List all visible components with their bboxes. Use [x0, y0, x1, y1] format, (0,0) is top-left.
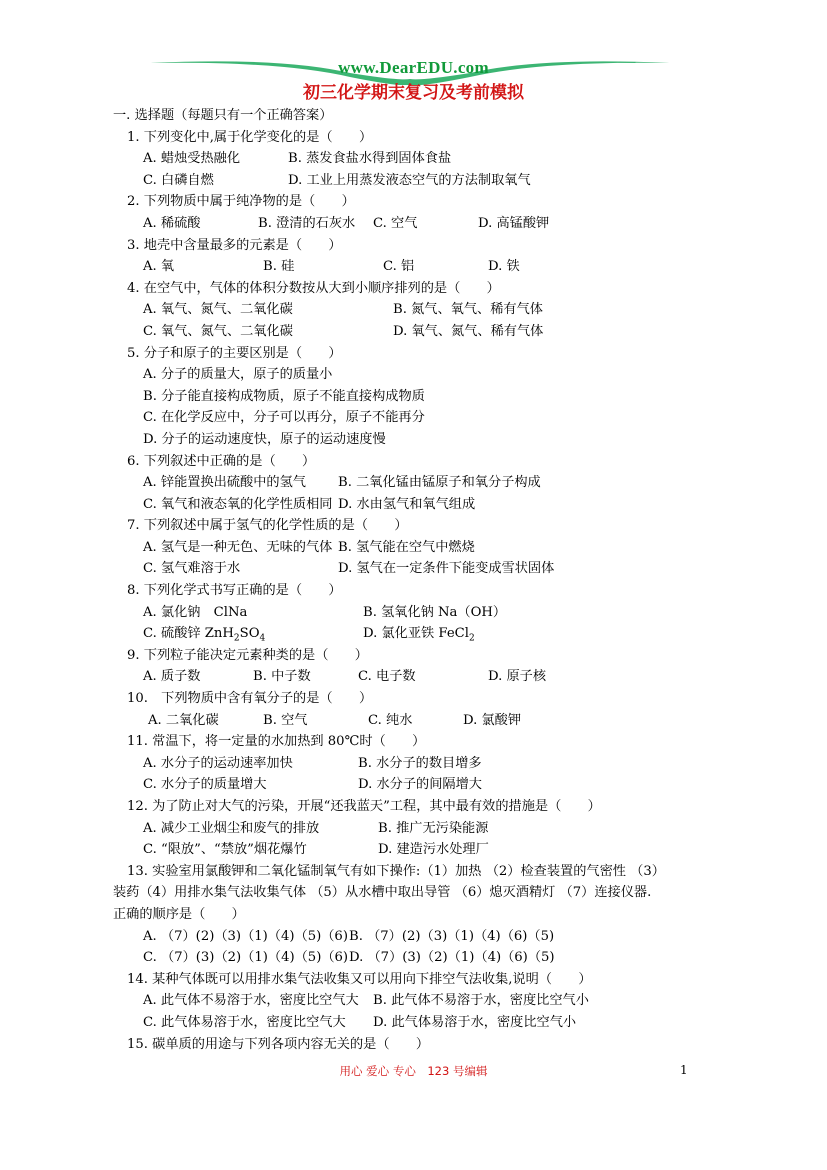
option-choice: A. 稀硫酸: [143, 215, 201, 231]
option-choice: B. 中子数: [253, 669, 311, 685]
option-choice: D. 此气体易溶于水，密度比空气小: [373, 1014, 577, 1030]
option-row: [113, 537, 723, 559]
option-row: [113, 429, 723, 451]
option-choice: C. 氧气和液态氧的化学性质相同: [143, 496, 333, 512]
option-choice: B. 二氧化锰由锰原子和氧分子构成: [338, 475, 541, 491]
option-choice: C. 空气: [373, 215, 418, 231]
option-row: [113, 1012, 723, 1034]
option-choice: B. （7）(2)（3)（1)（4)（6)（5): [349, 928, 555, 944]
footer-text: 用心 爱心 专心 123 号编辑: [339, 1064, 488, 1078]
option-row: [113, 818, 723, 840]
option-choice: C. 水分子的质量增大: [143, 777, 267, 793]
option-row: [113, 321, 723, 343]
question-stem: 12. 为了防止对大气的污染，开展“还我蓝天”工程，其中最有效的措施是（ ）: [127, 799, 601, 814]
option-choice: D. 氯酸钾: [463, 712, 522, 728]
question-stem: 9. 下列粒子能决定元素种类的是（ ）: [127, 647, 368, 663]
option-row: [113, 472, 723, 494]
option-choice: D. 水由氢气和氧气组成: [338, 496, 476, 512]
option-choice: D. 工业上用蒸发液态空气的方法制取氧气: [288, 172, 531, 188]
option-choice: C. 白磷自燃: [143, 172, 214, 188]
option-choice: A. 水分子的运动速率加快: [143, 755, 293, 771]
option-row: [113, 364, 723, 386]
option-choice: B. 蒸发食盐水得到固体食盐: [288, 151, 452, 167]
option-choice: D. 氢气在一定条件下能变成雪状固体: [338, 561, 555, 577]
question-stem-continued: 装药（4）用排水集气法收集气体 （5）从水槽中取出导管 （6）熄灭酒精灯 （7）连接仪器.: [113, 885, 652, 901]
option-choice: D. 建造污水处理厂: [378, 842, 489, 858]
option-choice: B. 澄清的石灰水: [258, 215, 356, 231]
question-stem: 4. 在空气中，气体的体积分数按从大到小顺序排列的是（ ）: [127, 280, 500, 296]
option-choice: D. 氧气、氮气、稀有气体: [393, 323, 544, 339]
question-stem: 13. 实验室用氯酸钾和二氧化锰制氧气有如下操作:（1）加热 （2）检查装置的气密性 （3）: [127, 863, 665, 879]
option-choice: A. 质子数: [143, 669, 201, 685]
question-stem: 3. 地壳中含量最多的元素是（ ）: [127, 237, 342, 253]
page-title: 初三化学期末复习及考前模拟: [303, 83, 524, 103]
section-heading: 一. 选择题（每题只有一个正确答案）: [113, 108, 333, 123]
question-list: [113, 105, 723, 1055]
option-row: [113, 774, 723, 796]
option-choice: A. 减少工业烟尘和废气的排放: [143, 820, 320, 836]
site-banner: www.DearEDU.com: [338, 58, 489, 77]
option-row: [113, 148, 723, 170]
option-choice: B. 氢氧化钠 Na（OH）: [363, 604, 507, 620]
option-choice: C. 铝: [383, 259, 415, 275]
option-choice: D. 水分子的间隔增大: [358, 777, 482, 793]
option-choice: C. 氧气、氮气、二氧化碳: [143, 323, 293, 339]
page-number: 1: [680, 1063, 688, 1077]
option-choice: A. 蜡烛受热融化: [143, 151, 241, 167]
option-choice: C. 电子数: [358, 669, 416, 685]
option-choice: B. 推广无污染能源: [378, 820, 489, 836]
option-choice: A. 锌能置换出硫酸中的氢气: [143, 475, 306, 491]
question-stem: 7. 下列叙述中属于氢气的化学性质的是（ ）: [127, 518, 408, 534]
option-choice: B. 此气体不易溶于水，密度比空气小: [373, 993, 589, 1009]
option-choice: B. 硅: [263, 259, 295, 275]
question-stem: 1. 下列变化中,属于化学变化的是（ ）: [127, 129, 373, 145]
question-stem: 11. 常温下，将一定量的水加热到 80℃时（ ）: [127, 734, 426, 750]
option-choice: C. 氢气难溶于水: [143, 561, 241, 577]
question-stem: 10. 下列物质中含有氧分子的是（ ）: [127, 691, 373, 707]
question-stem: 2. 下列物质中属于纯净物的是（ ）: [127, 194, 355, 210]
option-row: [113, 990, 723, 1012]
option-choice: A. 二氧化碳: [148, 712, 219, 728]
question-stem: 6. 下列叙述中正确的是（ ）: [127, 453, 316, 469]
option-row: [113, 494, 723, 516]
option-choice: C. 在化学反应中，分子可以再分，原子不能再分: [143, 410, 425, 426]
option-choice: B. 水分子的数目增多: [358, 755, 482, 771]
option-choice: D. （7）(3)（2)（1)（4)（6)（5): [349, 950, 555, 966]
option-row: [113, 558, 723, 580]
question-stem-continued: 正确的顺序是（ ）: [113, 906, 245, 922]
option-choice: C. 纯水: [368, 712, 413, 728]
option-choice: A. 氢气是一种无色、无味的气体: [143, 539, 333, 555]
option-choice: D. 原子核: [488, 669, 547, 685]
option-row: [113, 623, 723, 645]
option-choice: D. 高锰酸钾: [478, 215, 550, 231]
option-row: [113, 753, 723, 775]
option-choice: A. 分子的质量大，原子的质量小: [143, 367, 333, 383]
question-stem: 8. 下列化学式书写正确的是（ ）: [127, 583, 342, 599]
question-stem: 15. 碳单质的用途与下列各项内容无关的是（ ）: [127, 1036, 430, 1052]
option-row: [113, 213, 723, 235]
option-choice: C. 此气体易溶于水，密度比空气大: [143, 1014, 346, 1030]
option-choice: A. 氧气、氮气、二氧化碳: [143, 302, 293, 318]
option-choice: B. 分子能直接构成物质，原子不能直接构成物质: [143, 388, 425, 404]
option-row: [113, 386, 723, 408]
option-choice: D. 分子的运动速度快，原子的运动速度慢: [143, 431, 386, 447]
option-choice: D. 氯化亚铁 FeCl$_2$: [363, 626, 475, 644]
question-stem: 14. 某种气体既可以用排水集气法收集又可以用向下排空气法收集,说明（ ）: [127, 971, 592, 987]
option-row: [113, 602, 723, 624]
option-row: [113, 839, 723, 861]
option-choice: D. 铁: [488, 259, 520, 275]
option-choice: B. 氢气能在空气中燃烧: [338, 539, 475, 555]
option-row: [113, 926, 723, 948]
option-row: [113, 170, 723, 192]
option-choice: B. 氮气、氧气、稀有气体: [393, 302, 543, 318]
option-choice: A. 氧: [143, 259, 175, 275]
option-choice: B. 空气: [263, 712, 308, 728]
option-choice: A. （7）(2)（3)（1)（4)（5)（6): [143, 928, 348, 944]
option-row: [113, 947, 723, 969]
option-row: [113, 256, 723, 278]
option-choice: A. 此气体不易溶于水，密度比空气大: [143, 993, 359, 1009]
option-choice: C. （7）(3)（2)（1)（4)（5)（6): [143, 950, 349, 966]
option-row: [113, 299, 723, 321]
option-row: [113, 710, 723, 732]
option-row: [113, 666, 723, 688]
option-choice: A. 氯化钠 ClNa: [143, 604, 248, 620]
option-choice: C. 硫酸锌 $ZnH_2SO_4$: [143, 626, 266, 644]
option-choice: C. “限放”、“禁放”烟花爆竹: [143, 842, 307, 858]
question-stem: 5. 分子和原子的主要区别是（ ）: [127, 345, 342, 361]
option-row: [113, 407, 723, 429]
